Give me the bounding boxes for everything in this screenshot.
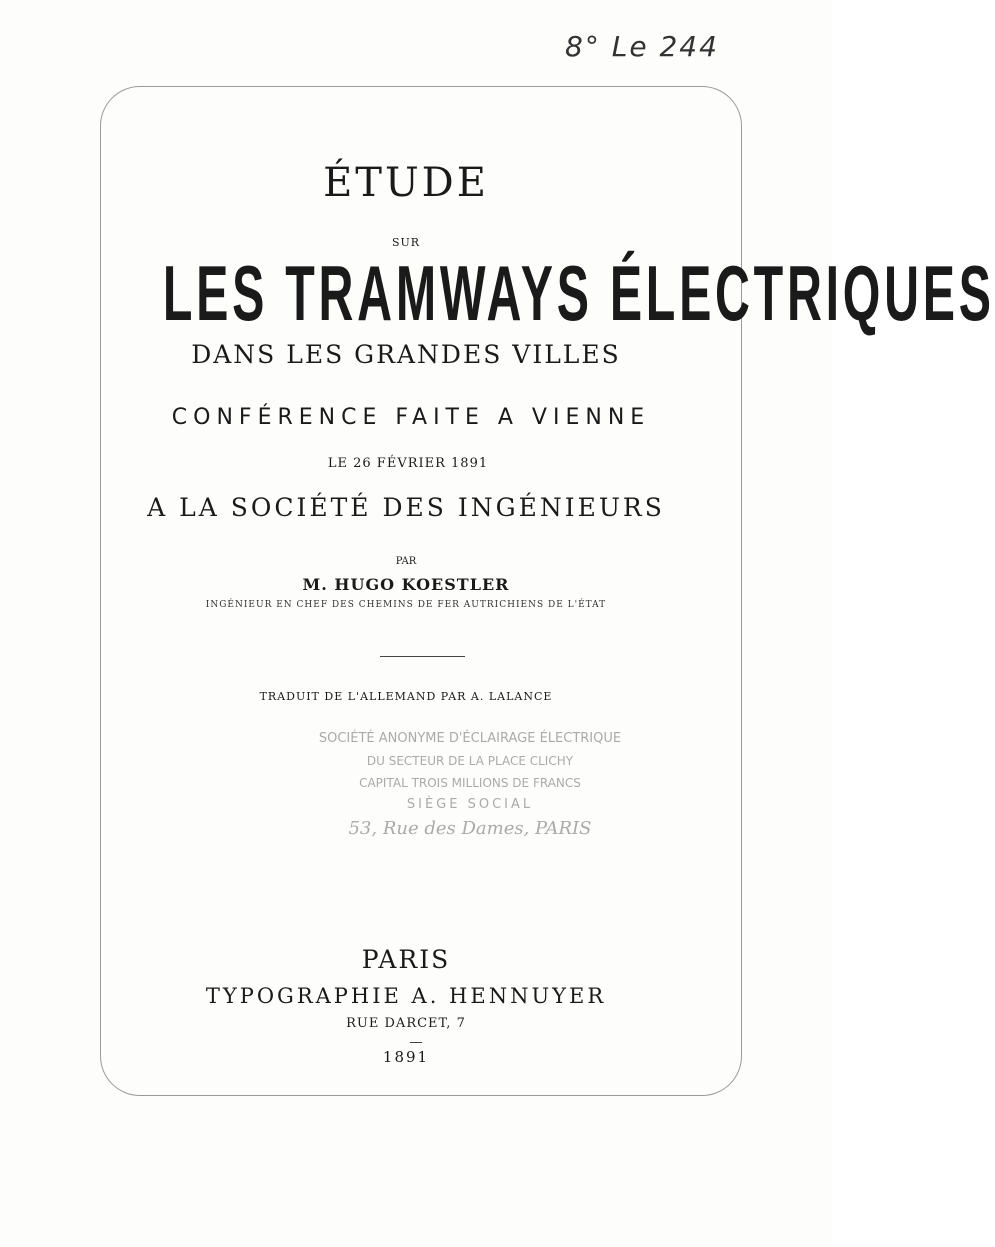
publisher-name: TYPOGRAPHIE A. HENNUYER xyxy=(205,984,607,1008)
title-sur: SUR xyxy=(391,236,421,249)
stamp-line-2: DU SECTEUR DE LA PLACE CLICHY xyxy=(366,754,574,768)
date: LE 26 FÉVRIER 1891 xyxy=(327,456,489,471)
stamp-line-5: 53, Rue des Dames, PARIS xyxy=(348,818,592,839)
conference: CONFÉRENCE FAITE A VIENNE xyxy=(171,405,651,430)
short-rule xyxy=(410,1042,422,1043)
stamp-line-4: SIÈGE SOCIAL xyxy=(406,797,534,812)
subtitle: DANS LES GRANDES VILLES xyxy=(191,340,621,369)
publication-year: 1891 xyxy=(382,1048,430,1066)
title-etude: ÉTUDE xyxy=(323,160,489,206)
author-title: INGÉNIEUR EN CHEF DES CHEMINS DE FER AUTRICHIENS DE L'ÉTAT xyxy=(205,600,607,610)
publisher-address: RUE DARCET, 7 xyxy=(346,1016,466,1031)
stamp-line-3: CAPITAL TROIS MILLIONS DE FRANCS xyxy=(359,776,581,790)
translator: TRADUIT DE L'ALLEMAND PAR A. LALANCE xyxy=(259,690,553,703)
main-title: LES TRAMWAYS ÉLECTRIQUES xyxy=(162,249,995,337)
stamp-line-1: SOCIÉTÉ ANONYME D'ÉCLAIRAGE ÉLECTRIQUE xyxy=(318,731,622,746)
shelfmark: 8° Le 244 xyxy=(565,30,719,63)
library-stamp xyxy=(280,728,660,842)
society: A LA SOCIÉTÉ DES INGÉNIEURS xyxy=(147,493,665,522)
author: M. HUGO KOESTLER xyxy=(302,575,510,594)
par: PAR xyxy=(395,556,417,567)
divider xyxy=(380,656,465,657)
publisher-city: PARIS xyxy=(361,945,451,974)
